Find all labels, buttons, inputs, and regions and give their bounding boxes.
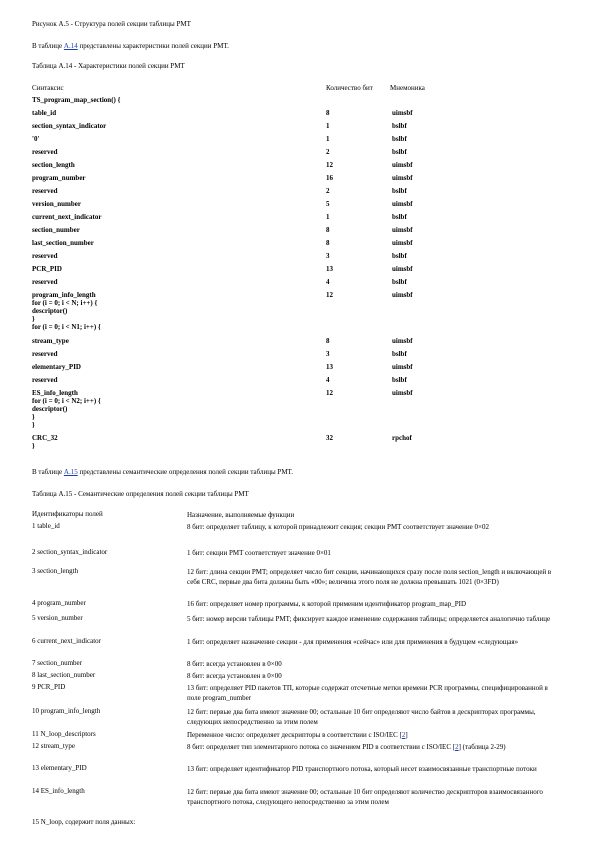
purpose-text-post: ] — [405, 731, 408, 739]
table-a14-link[interactable]: А.14 — [63, 42, 78, 50]
field-purpose-cell: 8 бит: всегда установлен в 0×00 — [187, 672, 282, 680]
syntax-line: } — [32, 442, 35, 450]
syntax-line: '0' — [32, 135, 40, 143]
syntax-cell — [32, 226, 80, 234]
syntax-cell — [32, 265, 62, 273]
mnemonic-cell: uimsbf — [392, 161, 413, 169]
syntax-line: for (i = 0; i < N2; i++) { — [32, 397, 101, 405]
syntax-line: descriptor() — [32, 307, 68, 315]
syntax-line: } — [32, 421, 35, 429]
syntax-line: TS_program_map_section() { — [32, 96, 121, 104]
table-a14-row — [32, 337, 552, 350]
syntax-cell — [32, 148, 58, 156]
mnemonic-cell: bslbf — [392, 122, 407, 130]
intro2-text-post: представлены семантические определения полей секции таблицы PMT. — [77, 468, 294, 476]
bits-cell: 1 — [326, 135, 330, 143]
table-a14-header-bits: Количество бит — [326, 84, 373, 92]
table-a14-row — [32, 135, 552, 148]
syntax-line: section_syntax_indicator — [32, 122, 107, 130]
field-id-cell: 12 stream_type — [32, 742, 75, 750]
syntax-cell — [32, 122, 106, 130]
table-a15-header-purpose: Назначение, выполняемые функции — [187, 511, 295, 519]
reference-link[interactable]: 2 — [455, 743, 459, 751]
field-purpose-cell — [187, 730, 559, 740]
syntax-cell — [32, 174, 86, 182]
syntax-line: } — [32, 413, 35, 421]
bits-cell: 8 — [326, 226, 330, 234]
mnemonic-cell: uimsbf — [392, 265, 413, 273]
syntax-cell — [32, 135, 39, 143]
table-a14-caption: Таблица А.14 - Характеристики полей секции PMT — [32, 62, 185, 70]
bits-cell: 12 — [326, 161, 333, 169]
table-a14-row — [32, 265, 552, 278]
mnemonic-cell: uimsbf — [392, 389, 413, 397]
syntax-line: descriptor() — [32, 405, 68, 413]
purpose-text-pre: Переменное число: определяет дескрипторы в соответствии с ISO/IEC [ — [187, 731, 402, 739]
field-id-cell: 9 PCR_PID — [32, 683, 66, 691]
intro1-text-post: представлены характеристики полей секции PMT. — [77, 42, 229, 50]
syntax-line: for (i = 0; i < N; i++) { — [32, 299, 98, 307]
bits-cell: 12 — [326, 291, 333, 299]
table-a14-row — [32, 109, 552, 122]
mnemonic-cell: uimsbf — [392, 239, 413, 247]
mnemonic-cell: bslbf — [392, 350, 407, 358]
table-a15-caption: Таблица А.15 - Семантические определения полей секции таблицы PMT — [32, 490, 249, 498]
purpose-text-post: ] (таблица 2-29) — [458, 743, 506, 751]
mnemonic-cell: bslbf — [392, 376, 407, 384]
table-a14-header-syntax: Синтаксис — [32, 84, 64, 92]
mnemonic-cell: uimsbf — [392, 226, 413, 234]
field-purpose-cell: 12 бит: первые два бита имеют значение 00; остальные 10 бит определяют количество дескрипторов взаимосвязанного транспортного потока, следующего непосредственно за этим полем — [187, 788, 543, 806]
table-a14-row — [32, 174, 552, 187]
mnemonic-cell: bslbf — [392, 135, 407, 143]
syntax-line: reserved — [32, 148, 58, 156]
bits-cell: 1 — [326, 122, 330, 130]
syntax-cell — [32, 350, 58, 358]
bits-cell: 13 — [326, 363, 333, 371]
field-purpose-cell: 8 бит: всегда установлен в 0×00 — [187, 660, 282, 668]
table-a14-row — [32, 350, 552, 363]
figure-caption: Рисунок А.5 - Структура полей секции таблицы PMT — [32, 20, 191, 28]
intro2-text-pre: В таблице — [32, 468, 64, 476]
bits-cell: 8 — [326, 239, 330, 247]
mnemonic-cell: uimsbf — [392, 291, 413, 299]
field-purpose-cell: 8 бит: определяет таблицу, к которой принадлежит секция; секции PMT соответствует значение 0×02 — [187, 523, 489, 531]
bits-cell: 2 — [326, 148, 330, 156]
syntax-cell — [32, 363, 81, 371]
syntax-cell — [32, 200, 81, 208]
table-a14-row — [32, 252, 552, 265]
mnemonic-cell: uimsbf — [392, 174, 413, 182]
table-a14-row — [32, 291, 552, 331]
intro-paragraph-1 — [32, 42, 229, 50]
syntax-line: elementary_PID — [32, 363, 81, 371]
field-id-cell: 6 current_next_indicator — [32, 637, 102, 645]
field-purpose-cell — [187, 742, 559, 752]
mnemonic-cell: bslbf — [392, 252, 407, 260]
field-id-cell: 14 ES_info_length — [32, 787, 85, 795]
syntax-line: PCR_PID — [32, 265, 62, 273]
table-a14-row — [32, 376, 552, 389]
table-a14-row — [32, 161, 552, 174]
field-purpose-cell: 13 бит: определяет идентификатор PID транспортного потока, который несет взаимосвязанные транспортные потоки — [187, 765, 537, 773]
table-a14-row — [32, 226, 552, 239]
field-purpose-cell: 1 бит: определяет назначение секции - для применения «сейчас» или для применения в будущем «следующая» — [187, 638, 519, 646]
mnemonic-cell: rpchof — [392, 434, 412, 442]
table-a14-row — [32, 148, 552, 161]
field-id-cell: 8 last_section_number — [32, 671, 96, 679]
intro-paragraph-2 — [32, 468, 293, 476]
bits-cell: 4 — [326, 278, 330, 286]
field-purpose-cell: 5 бит: номер версии таблицы PMT; фиксирует каждое изменение содержания таблицы; определяется аналогично таблице — [187, 615, 551, 623]
table-a14-row — [32, 122, 552, 135]
syntax-line: } — [32, 315, 35, 323]
bits-cell: 32 — [326, 434, 333, 442]
mnemonic-cell: uimsbf — [392, 337, 413, 345]
bits-cell: 5 — [326, 200, 330, 208]
bits-cell: 8 — [326, 109, 330, 117]
field-id-cell: 7 section_number — [32, 659, 82, 667]
field-id-cell: 10 program_info_length — [32, 707, 101, 715]
field-purpose-cell: 12 бит: длина секции PMT; определяет число бит секции, начинающихся сразу после поля section_length и включающей в себя CRC, первые два бита должны быть «00»; величина этого поля не должна превышать 1021 (0×3FD) — [187, 568, 552, 586]
field-id-cell: 13 elementary_PID — [32, 764, 87, 772]
syntax-cell — [32, 434, 58, 450]
syntax-line: current_next_indicator — [32, 213, 102, 221]
syntax-line: section_length — [32, 161, 75, 169]
syntax-line: ES_info_length — [32, 389, 78, 397]
table-a14-row — [32, 434, 552, 450]
field-id-cell: 15 N_loop, содержит поля данных: — [32, 818, 136, 826]
mnemonic-cell: bslbf — [392, 278, 407, 286]
field-id-cell: 11 N_loop_descriptors — [32, 730, 96, 738]
bits-cell: 3 — [326, 350, 330, 358]
table-a15-header-id: Идентификаторы полей — [32, 510, 103, 518]
table-a14-row — [32, 363, 552, 376]
table-a14-row — [32, 200, 552, 213]
syntax-cell — [32, 213, 101, 221]
bits-cell: 13 — [326, 265, 333, 273]
syntax-line: reserved — [32, 187, 58, 195]
syntax-cell — [32, 337, 69, 345]
syntax-cell — [32, 109, 56, 117]
syntax-cell — [32, 389, 101, 429]
field-purpose-cell: 16 бит: определяет номер программы, к которой применим идентификатор program_map_PID — [187, 600, 467, 608]
syntax-cell — [32, 239, 94, 247]
syntax-cell — [32, 252, 58, 260]
field-id-cell: 4 program_number — [32, 599, 86, 607]
table-a14-row — [32, 213, 552, 226]
table-a14-row — [32, 96, 552, 109]
syntax-line: CRC_32 — [32, 434, 58, 442]
field-id-cell: 1 table_id — [32, 522, 60, 530]
table-a14-row — [32, 187, 552, 200]
syntax-cell — [32, 278, 58, 286]
mnemonic-cell: bslbf — [392, 187, 407, 195]
purpose-text-pre: 8 бит: определяет тип элементарного потока со значением PID в соответствии с ISO/IEC [ — [187, 743, 456, 751]
table-a14-row — [32, 389, 552, 429]
syntax-line: section_number — [32, 226, 80, 234]
syntax-line: stream_type — [32, 337, 69, 345]
field-purpose-cell: 1 бит: секции PMT соответствует значение 0×01 — [187, 549, 331, 557]
syntax-cell — [32, 161, 75, 169]
field-purpose-cell: 13 бит: определяет PID пакетов TП, которые содержат отсчетные метки времени PCR программы, специфицированной в поле program_number — [187, 684, 548, 702]
mnemonic-cell: uimsbf — [392, 109, 413, 117]
mnemonic-cell: uimsbf — [392, 200, 413, 208]
bits-cell: 2 — [326, 187, 330, 195]
syntax-line: program_number — [32, 174, 86, 182]
field-id-cell: 3 section_length — [32, 567, 79, 575]
syntax-cell — [32, 96, 120, 104]
field-id-cell: 2 section_syntax_indicator — [32, 548, 108, 556]
mnemonic-cell: uimsbf — [392, 363, 413, 371]
table-a14-row — [32, 278, 552, 291]
syntax-line: reserved — [32, 350, 58, 358]
bits-cell: 4 — [326, 376, 330, 384]
table-a15-link[interactable]: А.15 — [63, 468, 78, 476]
intro1-text-pre: В таблице — [32, 42, 64, 50]
syntax-line: reserved — [32, 252, 58, 260]
table-a14-row — [32, 239, 552, 252]
reference-link[interactable]: 2 — [401, 731, 406, 739]
syntax-cell — [32, 187, 58, 195]
syntax-line: reserved — [32, 278, 58, 286]
bits-cell: 12 — [326, 389, 333, 397]
syntax-line: program_info_length — [32, 291, 96, 299]
field-purpose-cell: 12 бит: первые два бита имеют значение 00; остальные 10 бит определяют число байтов в дескрипторах программы, следующих непосредственно за этим полем — [187, 708, 536, 726]
syntax-line: last_section_number — [32, 239, 94, 247]
syntax-line: reserved — [32, 376, 58, 384]
syntax-line: table_id — [32, 109, 57, 117]
bits-cell: 3 — [326, 252, 330, 260]
bits-cell: 16 — [326, 174, 333, 182]
syntax-cell — [32, 376, 58, 384]
field-id-cell: 5 version_number — [32, 614, 83, 622]
syntax-cell — [32, 291, 101, 331]
mnemonic-cell: bslbf — [392, 213, 407, 221]
table-a14-header-mnemonic: Мнемоника — [390, 84, 425, 92]
syntax-line: version_number — [32, 200, 81, 208]
bits-cell: 8 — [326, 337, 330, 345]
bits-cell: 1 — [326, 213, 330, 221]
syntax-line: for (i = 0; i < N1; i++) { — [32, 323, 101, 331]
mnemonic-cell: bslbf — [392, 148, 407, 156]
